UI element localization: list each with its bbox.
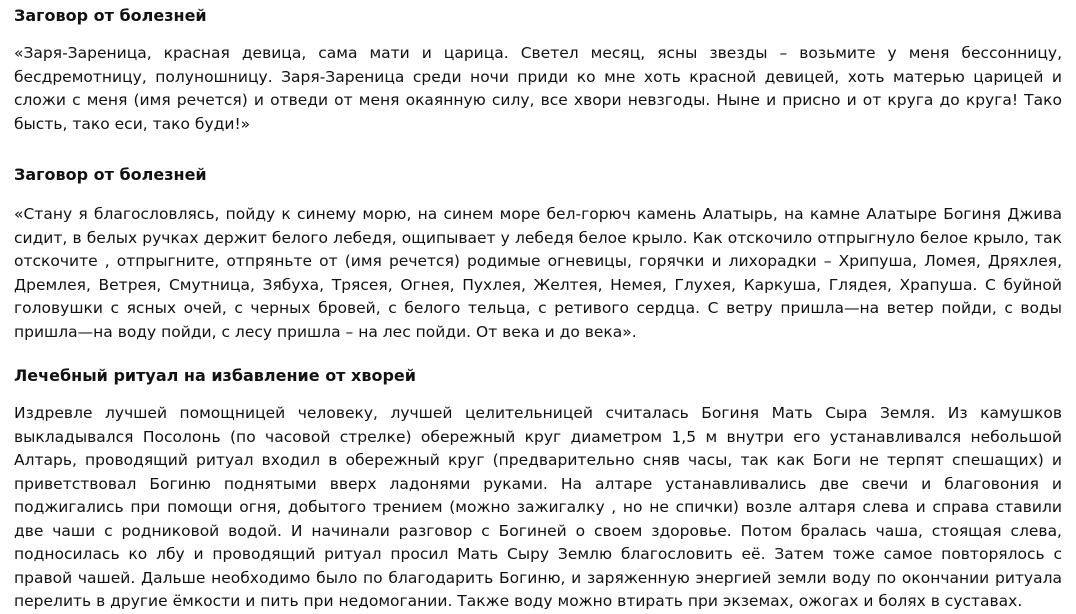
section-text-3: Издревле лучшей помощницей человеку, лучшей целительницей считалась Богиня Мать Сыра Земля. Из камушков выкладывался Посолонь (по часовой стрелке) обережный круг диаметром 1,5 м внутри его устанавливался небольшой Алтарь, проводящий ритуал входил в обережный круг (предварительно сняв часы, так как Боги не терпят спешащих) и приветствовал Богиню поднятыми вверх ладонями руками. На алтаре устанавливались две свечи и благовония и поджигались при помощи огня, добытого трением (можно зажигалку , но не спички) возле алтаря слева и справа ставили две чаши с родниковой водой. И начинали разговор с Богиней о своем здоровье. Потом бралась чаша, стоящая слева, подносилась ко лбу и проводящий ритуал просил Мать Сыру Землю благословить её. Затем тоже самое повторялось с правой чашей. Дальше необходимо было по благодарить Богиню, и заряженную энергией земли воду по окончании ритуала перелить в другие ёмкости и пить при недомогании. Также воду можно втирать при экземах, ожогах и болях в суставах.: [14, 404, 1062, 610]
section-text-2: «Стану я благословлясь, пойду к синему морю, на синем море бел-горюч камень Алатырь, на камне Алатыре Богиня Джива сидит, в белых ручках держит белого лебедя, ощипывает у лебедя белое крыло. Как отскочило отпрыгнуло белое крыло, так отскочите , отпрыгните, отпряньте от (имя речется) родимые огневицы, горячки и лихорадки – Хрипуша, Ломея, Дряхлея, Дремлея, Ветрея, Смутница, Зябуха, Трясея, Огнея, Пухлея, Желтея, Немея, Глухея, Каркуша, Глядея, Храпуша. С буйной головушки с ясных очей, с черных бровей, с белого тельца, с ретивого сердца. С ветру пришла—на ветер пойди, с воды пришла—на воду пойди, с лесу пришла – на лес пойди. От века и до века».: [14, 205, 1062, 341]
section-text-1: «Заря-Зареница, красная девица, сама мати и царица. Светел месяц, ясны звезды – возьмите у меня бессонницу, бесдремотницу, полуношницу. Заря-Зареница среди ночи приди ко мне хоть красной девицей, хоть матерью царицей и сложи с меня (имя речется) и отведи от меня окаянную силу, все хвори невзгоды. Ныне и присно и от круга до круга! Тако бысть, тако еси, тако буди!»: [14, 44, 1062, 133]
section-heading-2: Заговор от болезней: [14, 165, 207, 184]
section-heading-3: Лечебный ритуал на избавление от хворей: [14, 366, 416, 385]
section-heading-1: Заговор от болезней: [14, 6, 207, 25]
